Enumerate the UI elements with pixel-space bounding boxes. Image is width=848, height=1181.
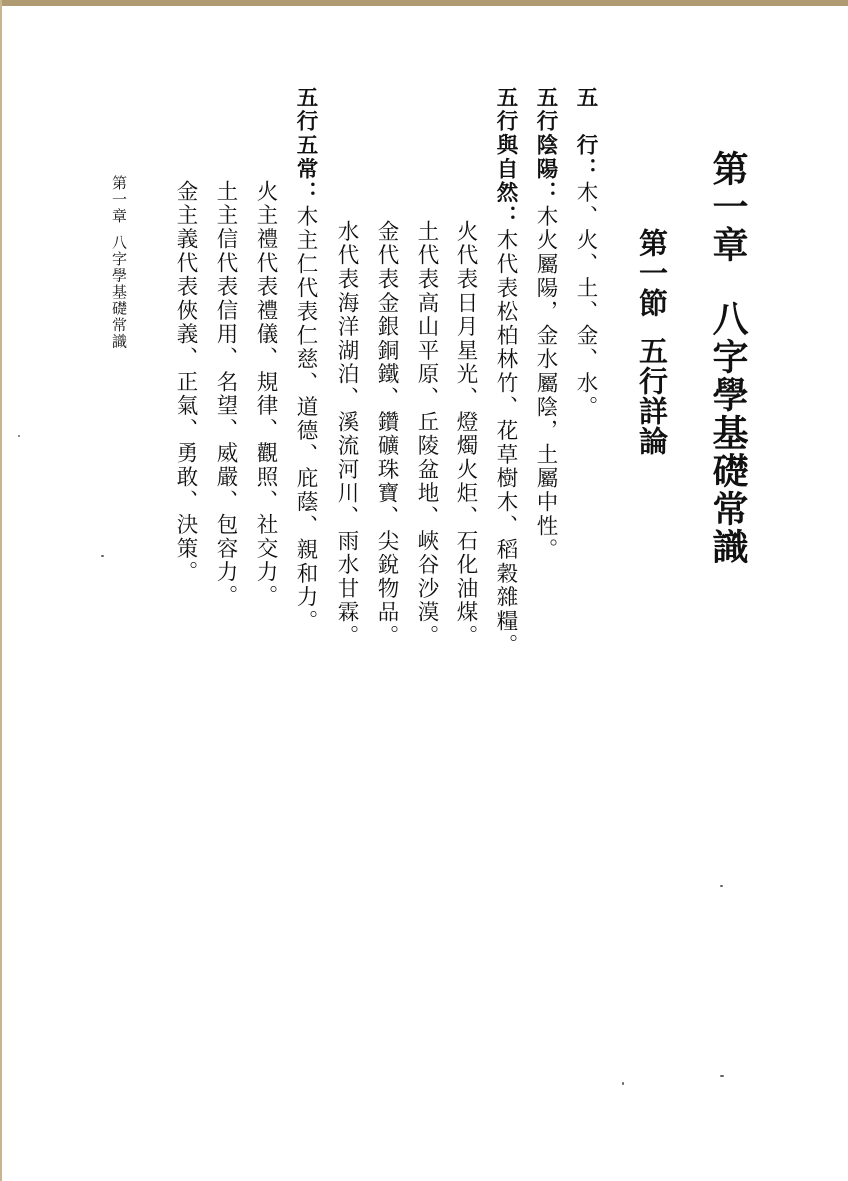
entry-colon: ： xyxy=(573,157,598,182)
entry-term: 五行五常 xyxy=(293,86,318,182)
entry-virtues-line: 火主禮代表禮儀、規律、觀照、社交力。 xyxy=(253,180,278,609)
entry-colon: ： xyxy=(293,181,318,206)
chapter-title: 八字學基礎常識 xyxy=(707,300,749,566)
entry-virtues xyxy=(295,86,317,633)
entry-text: 木、火、土、金、水。 xyxy=(573,181,598,420)
entry-colon: ： xyxy=(493,205,518,229)
scan-speck xyxy=(18,435,20,437)
entry-term: 五行陰陽 xyxy=(533,86,558,182)
entry-nature xyxy=(495,86,517,657)
entry-nature-line: 火代表日月星光、燈燭火炬、石化油煤。 xyxy=(453,220,478,649)
section-label: 第一節 xyxy=(635,228,669,318)
section-heading xyxy=(635,228,669,456)
footer-chapter-label: 第一章 xyxy=(110,175,128,225)
running-footer xyxy=(111,175,126,350)
scan-border-top xyxy=(0,0,848,6)
scan-speck xyxy=(101,555,104,557)
footer-chapter-title: 八字學基礎常識 xyxy=(110,234,128,350)
entry-text: 木代表松柏林竹、花草樹木、稻穀雜糧。 xyxy=(493,228,518,658)
entry-term: 五行與自然 xyxy=(493,86,518,205)
scan-speck xyxy=(720,885,723,887)
entry-term: 五 行 xyxy=(573,86,598,158)
entry-five-elements xyxy=(575,86,597,419)
entry-virtues-line: 土主信代表信用、名望、威嚴、包容力。 xyxy=(213,180,238,609)
scan-border-left xyxy=(0,0,2,1181)
entry-text: 木主仁代表仁慈、道德、庇蔭、親和力。 xyxy=(293,205,318,634)
entry-virtues-line: 金主義代表俠義、正氣、勇敢、決策。 xyxy=(173,180,198,585)
scan-speck xyxy=(720,1075,724,1077)
entry-nature-line: 水代表海洋湖泊、溪流河川、雨水甘霖。 xyxy=(334,220,359,649)
entry-nature-line: 土代表高山平原、丘陵盆地、峽谷沙漠。 xyxy=(414,220,439,649)
chapter-label: 第一章 xyxy=(707,150,749,264)
entry-nature-line: 金代表金銀銅鐵、鑽礦珠寶、尖銳物品。 xyxy=(374,220,399,649)
entry-text: 木火屬陽，金水屬陰，土屬中性。 xyxy=(533,205,558,563)
scan-speck xyxy=(622,1082,624,1085)
section-title: 五行詳論 xyxy=(635,336,669,456)
chapter-heading xyxy=(707,150,749,566)
entry-colon: ： xyxy=(533,181,558,206)
entry-yin-yang xyxy=(535,86,557,562)
